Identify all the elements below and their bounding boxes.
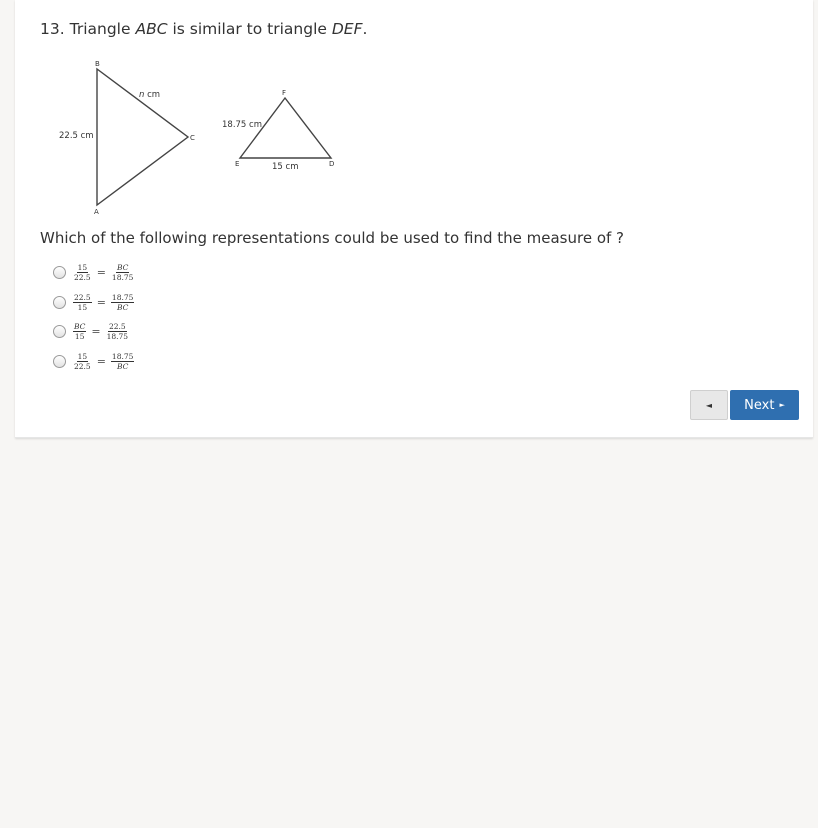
back-button[interactable] xyxy=(690,390,728,420)
left-fraction xyxy=(71,322,88,341)
numerator: BC xyxy=(74,322,86,332)
vertex-f-label: F xyxy=(282,89,287,97)
choice-equation-4 xyxy=(71,352,136,371)
left-fraction xyxy=(71,293,94,312)
title-suffix: . xyxy=(362,20,368,38)
denominator: BC xyxy=(116,302,129,312)
right-fraction xyxy=(104,322,131,341)
triangle-def-name: DEF xyxy=(331,20,363,38)
title-prefix: Triangle xyxy=(69,20,136,38)
denominator: BC xyxy=(116,361,129,371)
radio-button-4[interactable] xyxy=(53,355,66,368)
vertex-a-label: A xyxy=(94,208,99,216)
vertex-b-label: B xyxy=(95,60,100,68)
equals-sign: = xyxy=(96,266,106,280)
side-ab-label: 22.5 cm xyxy=(59,131,94,141)
side-bc-variable: n xyxy=(139,90,145,100)
question-title xyxy=(40,20,367,38)
radio-button-3[interactable] xyxy=(53,325,66,338)
equals-sign: = xyxy=(91,325,101,339)
scrollbar-track[interactable] xyxy=(818,0,828,828)
vertex-e-label: E xyxy=(235,160,240,168)
right-fraction xyxy=(109,263,136,282)
question-card xyxy=(15,0,813,438)
choice-option-1[interactable] xyxy=(53,258,136,288)
numerator: 15 xyxy=(77,351,88,361)
numerator: 15 xyxy=(77,263,88,273)
numerator: 22.5 xyxy=(74,292,91,302)
triangle-abc-name: ABC xyxy=(135,20,168,38)
question-prompt: Which of the following representations could be used to find the measure of ? xyxy=(40,229,625,247)
side-ed-label: 15 cm xyxy=(272,162,299,172)
question-number: 13. xyxy=(40,20,65,38)
right-fraction xyxy=(109,352,136,371)
denominator: 15 xyxy=(77,302,88,312)
back-arrow-icon: ◄ xyxy=(705,400,713,410)
equals-sign: = xyxy=(96,354,106,368)
denominator: 22.5 xyxy=(74,273,91,283)
radio-button-1[interactable] xyxy=(53,266,66,279)
title-middle: is similar to triangle xyxy=(167,20,332,38)
vertex-d-label: D xyxy=(329,160,335,168)
numerator: BC xyxy=(116,263,129,273)
left-fraction xyxy=(71,263,94,282)
next-button-label: Next xyxy=(744,397,775,413)
radio-button-2[interactable] xyxy=(53,296,66,309)
numerator: 22.5 xyxy=(109,322,126,332)
left-fraction xyxy=(71,352,94,371)
side-ef-label: 18.75 cm xyxy=(222,120,262,130)
vertex-c-label: C xyxy=(190,134,195,142)
choice-equation-2 xyxy=(71,293,136,312)
side-bc-label xyxy=(139,90,160,100)
side-bc-unit: cm xyxy=(144,90,161,100)
denominator: 18.75 xyxy=(111,273,134,283)
choice-option-4[interactable] xyxy=(53,347,136,377)
denominator: 15 xyxy=(74,332,85,342)
choice-equation-1 xyxy=(71,263,136,282)
answer-choices xyxy=(53,258,136,376)
equals-sign: = xyxy=(96,295,106,309)
denominator: 18.75 xyxy=(106,332,129,342)
numerator: 18.75 xyxy=(111,292,134,302)
choice-option-2[interactable] xyxy=(53,288,136,318)
choice-option-3[interactable] xyxy=(53,317,136,347)
next-button[interactable] xyxy=(730,390,799,420)
denominator: 22.5 xyxy=(74,361,91,371)
right-fraction xyxy=(109,293,136,312)
similar-triangles-figure xyxy=(37,55,337,220)
next-arrow-icon: ► xyxy=(779,401,785,409)
choice-equation-3 xyxy=(71,322,131,341)
numerator: 18.75 xyxy=(111,351,134,361)
